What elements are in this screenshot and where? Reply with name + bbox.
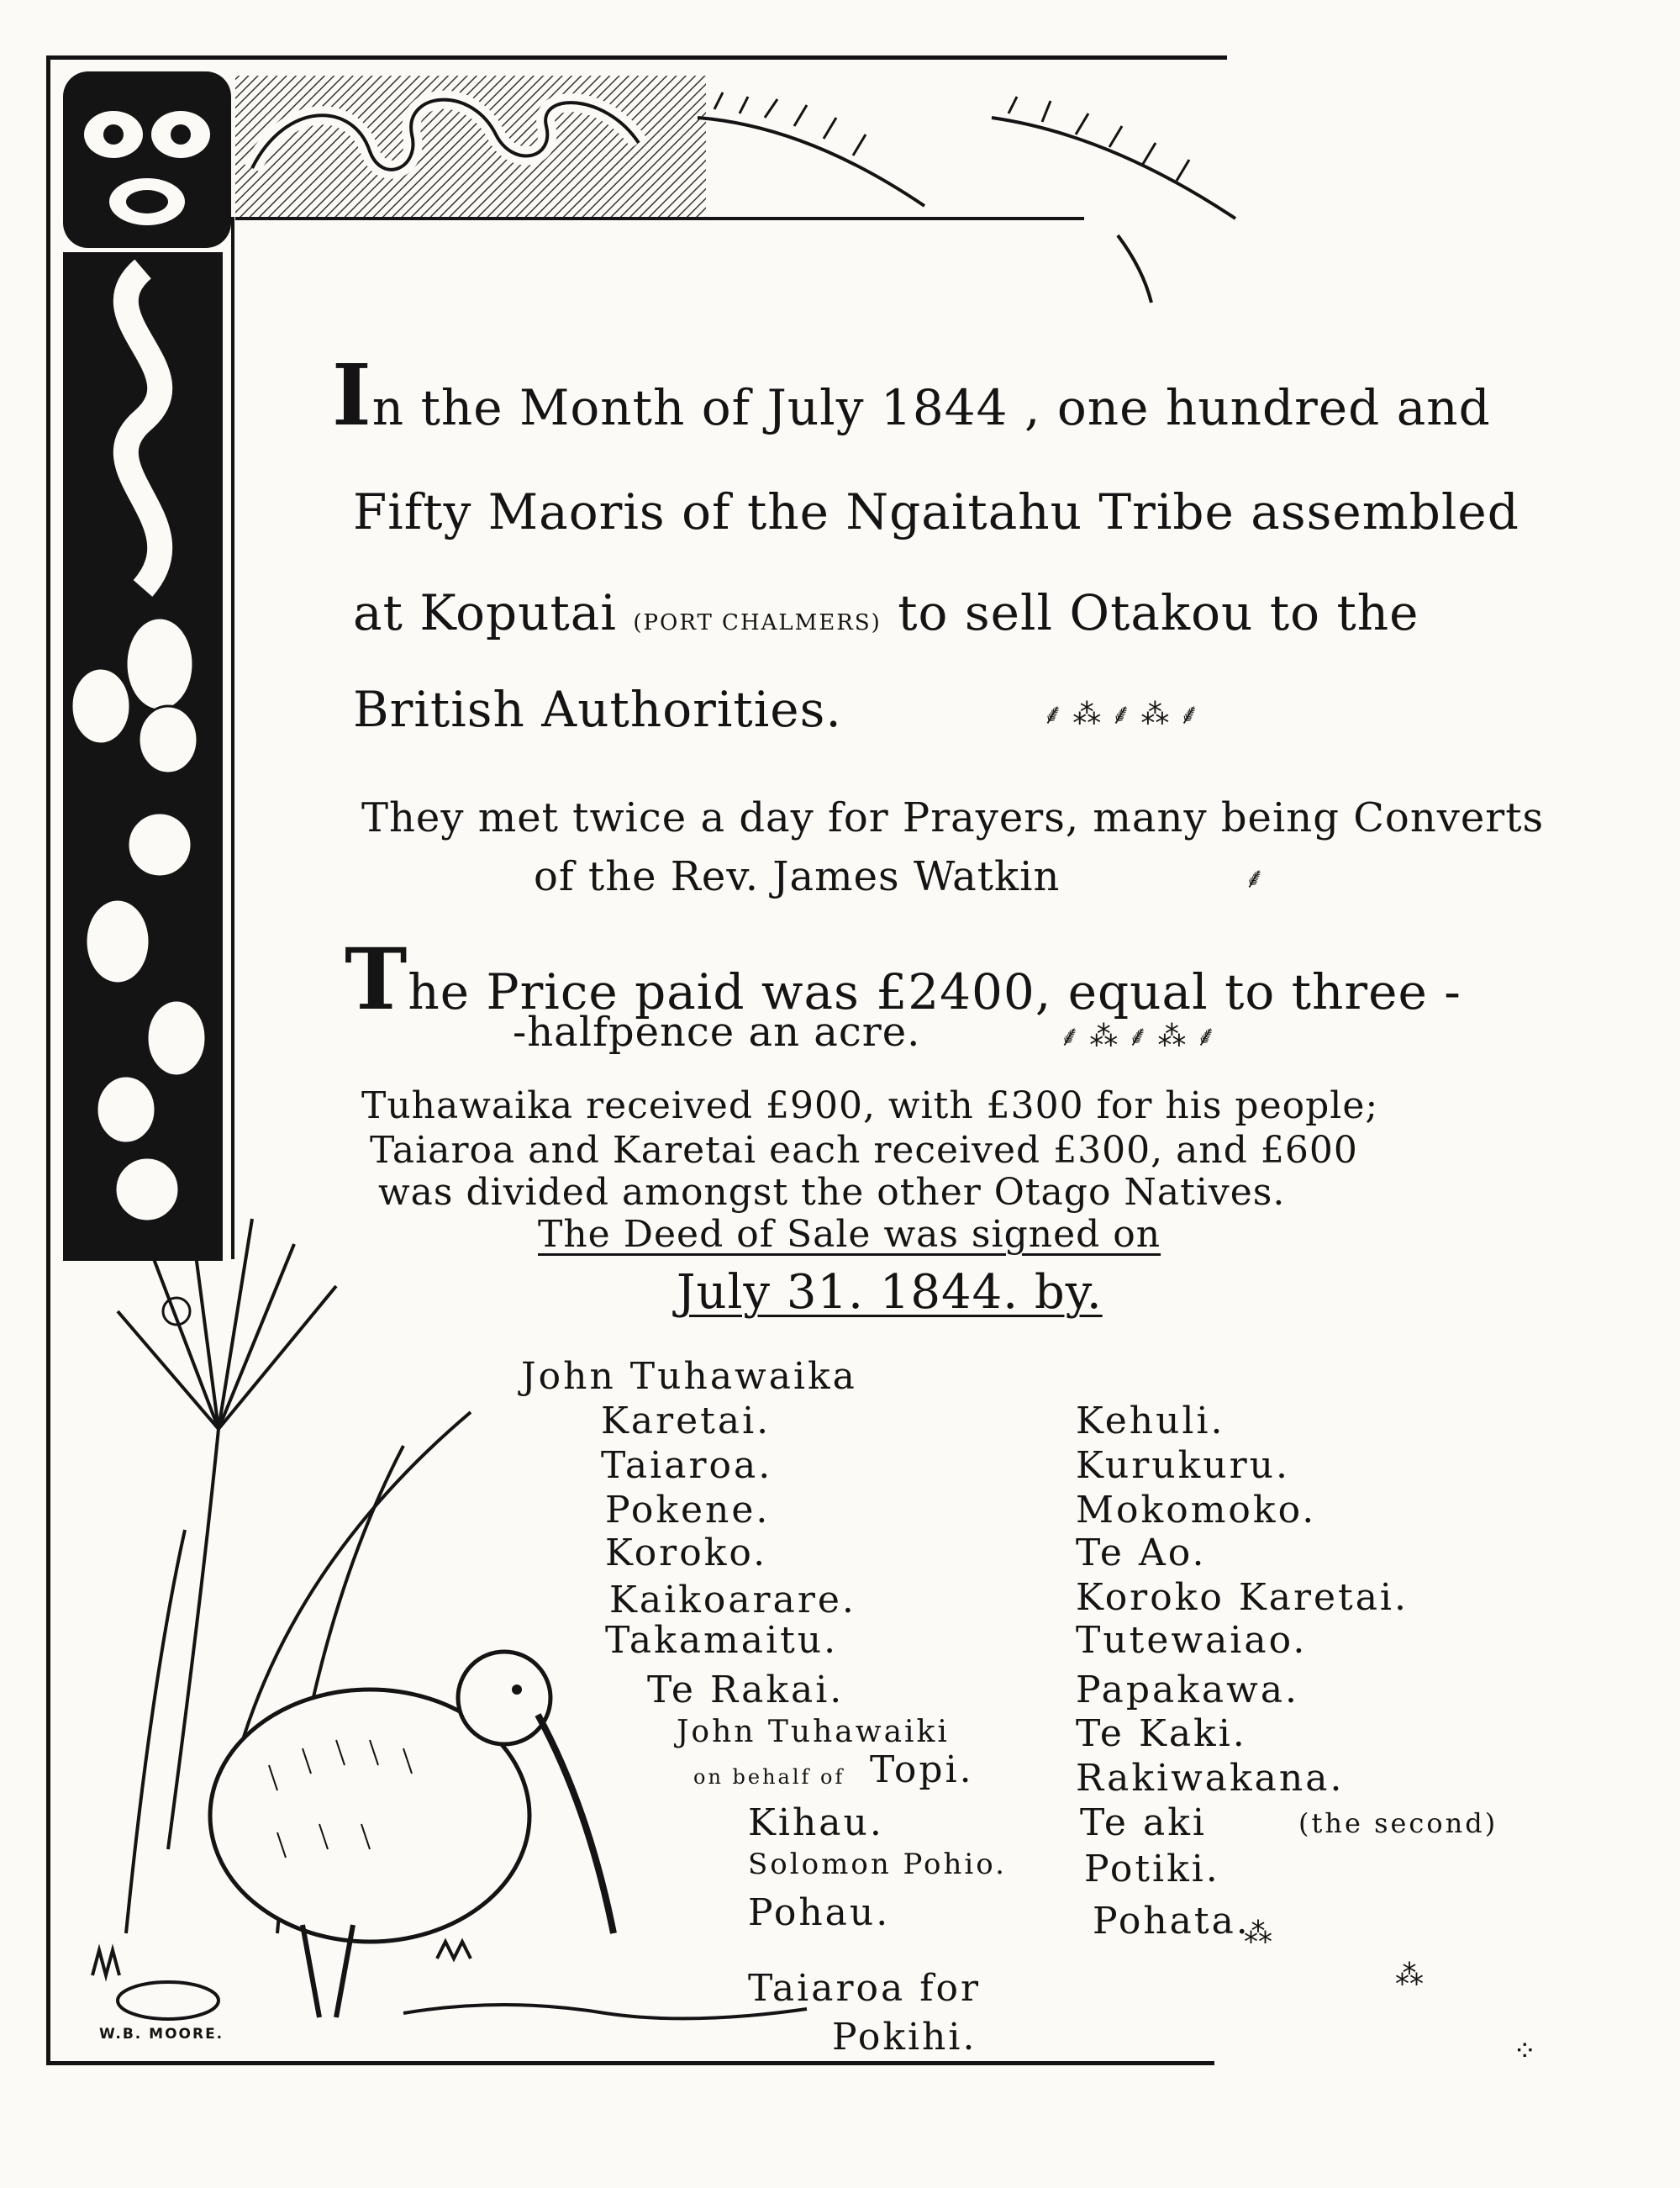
kiwi-bird bbox=[210, 1652, 614, 2017]
fern-ornament-bottom: ⁂ bbox=[1395, 1959, 1424, 1992]
signatory-right: Te Kaki. bbox=[1076, 1712, 1247, 1755]
signatory-left: Topi. bbox=[870, 1748, 974, 1791]
signatory-right: Kurukuru. bbox=[1076, 1444, 1290, 1487]
signatory-left: Pokihi. bbox=[832, 2016, 977, 2059]
signatory-left: Solomon Pohio. bbox=[748, 1848, 1007, 1881]
signatory-left-note: on behalf of bbox=[693, 1765, 845, 1789]
fern-ornament-bottom: ⁂ bbox=[1244, 1916, 1272, 1950]
frame-inner-left-line bbox=[231, 217, 234, 1259]
paragraph3-line1: The Price paid was £2400, equal to three - bbox=[345, 930, 1461, 1029]
signatory-left: Koroko. bbox=[605, 1532, 768, 1574]
paragraph3-line2: -halfpence an acre. bbox=[513, 1009, 921, 1056]
paragraph2-line2: of the Rev. James Watkin bbox=[534, 853, 1061, 900]
signatory-left: Pohau. bbox=[748, 1891, 891, 1934]
signatory-right: Tutewaiao. bbox=[1076, 1619, 1308, 1662]
paragraph2-line1: They met twice a day for Prayers, many being Converts bbox=[361, 794, 1545, 841]
signatory-left: Pokene. bbox=[605, 1489, 771, 1532]
signatory-right: Kehuli. bbox=[1076, 1400, 1225, 1442]
frame-bottom-line bbox=[46, 2061, 1214, 2065]
signatory-left: Taiaroa for bbox=[748, 1967, 982, 2010]
signatory-left: Kaikoarare. bbox=[609, 1579, 856, 1621]
paragraph1-line1: In the Month of July 1844 , one hundred and bbox=[332, 345, 1491, 445]
fern-ornament-row-3: ⸙ ⁂ ⸙ ⁂ ⸙ bbox=[1059, 1020, 1217, 1053]
signatory-left: Takamaitu. bbox=[605, 1619, 839, 1662]
signatory-left: John Tuhawaiki bbox=[677, 1715, 950, 1749]
signatory-right: Koroko Karetai. bbox=[1076, 1576, 1409, 1619]
drop-cap-t: T bbox=[345, 930, 408, 1029]
signatory-right: Mokomoko. bbox=[1076, 1489, 1317, 1532]
signatory-right: Rakiwakana. bbox=[1076, 1757, 1345, 1800]
signatory-right: Pohata. bbox=[1093, 1900, 1251, 1943]
frame-inner-top-line bbox=[235, 217, 1084, 220]
signatory-left: Te Rakai. bbox=[647, 1669, 845, 1711]
paragraph1-line2: Fifty Maoris of the Ngaitahu Tribe assembled bbox=[353, 483, 1519, 540]
signatory-right: Potiki. bbox=[1084, 1848, 1220, 1890]
signatory-right: Te aki bbox=[1080, 1801, 1207, 1844]
fern-ornament-row-2: ⸙ bbox=[1244, 862, 1266, 895]
signatory-right: Papakawa. bbox=[1076, 1669, 1300, 1711]
ground-grass bbox=[92, 1942, 807, 2019]
fern-ornament-row-1: ⸙ ⁂ ⸙ ⁂ ⸙ bbox=[1042, 698, 1200, 731]
paragraph4-line3: was divided amongst the other Otago Natives. bbox=[378, 1171, 1286, 1214]
signatory-left: Karetai. bbox=[601, 1400, 772, 1442]
frame-left-line bbox=[46, 55, 50, 2064]
signatory-left: Kihau. bbox=[748, 1801, 884, 1844]
signatory-left: Taiaroa. bbox=[601, 1444, 773, 1487]
paragraph4-line2: Taiaroa and Karetai each received £300, and £600 bbox=[370, 1129, 1358, 1172]
signatory-right-note: (the second) bbox=[1298, 1807, 1498, 1839]
paragraph4-line4: The Deed of Sale was signed on bbox=[538, 1213, 1161, 1256]
paragraph1-line3: at Koputai (PORT CHALMERS) to sell Otakou to the bbox=[353, 584, 1419, 641]
fern-ornament-bottom: ⁘ bbox=[1513, 2034, 1537, 2068]
signatory-left: John Tuhawaika bbox=[521, 1355, 857, 1398]
drop-cap-i: I bbox=[332, 345, 372, 445]
signing-date: July 31. 1844. by. bbox=[677, 1265, 1103, 1320]
artist-signature: W.B. MOORE. bbox=[99, 2026, 224, 2043]
paragraph1-line4: British Authorities. bbox=[353, 681, 842, 738]
paragraph4-line1: Tuhawaika received £900, with £300 for his people; bbox=[361, 1084, 1379, 1127]
frame-top-line bbox=[46, 55, 1227, 60]
signatory-right: Te Ao. bbox=[1076, 1532, 1207, 1574]
